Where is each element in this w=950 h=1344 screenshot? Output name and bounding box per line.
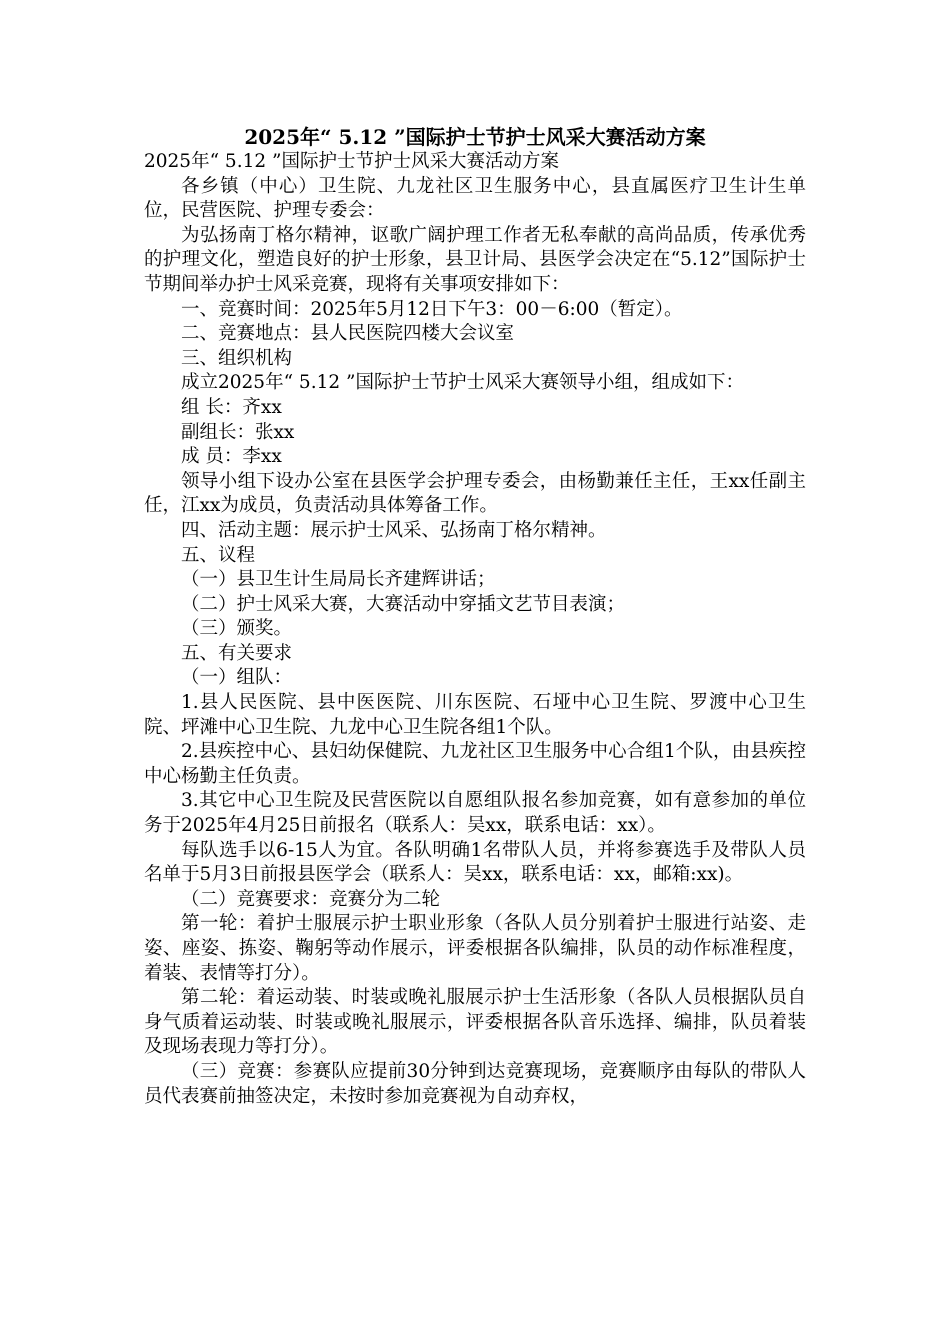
paragraph: 第二轮：着运动装、时装或晚礼服展示护士生活形象（各队人员根据队员自身气质着运动装、时装或晚礼服展示，评委根据各队音乐选择、编排，队员着装及现场表现力等打分）。 [144,987,806,1058]
paragraph: （二）护士风采大赛，大赛活动中穿插文艺节目表演； [181,593,626,615]
paragraph: （一）组队： [181,667,293,689]
paragraph: （三）颁奖。 [181,618,293,640]
paragraph: 为弘扬南丁格尔精神，讴歌广阔护理工作者无私奉献的高尚品质，传承优秀的护理文化，塑造良好的护士形象，县卫计局、县医学会决定在“5.12”国际护士节期间举办护士风采竞赛，现将有关事项安排如下： [144,224,806,295]
paragraph: 一、竞赛时间：2025年5月12日下午3：00－6:00（暂定）。 [181,298,683,320]
paragraph: 领导小组下设办公室在县医学会护理专委会，由杨勤兼任主任，王xx任副主任，江xx为成员，负责活动具体筹备工作。 [144,470,806,517]
paragraph: 二、竞赛地点：县人民医院四楼大会议室 [181,323,515,345]
document-body [144,150,806,1109]
paragraph: 成立2025年“ 5.12 ”国际护士节护士风采大赛领导小组，组成如下： [181,372,744,394]
paragraph: 三、组织机构 [181,347,293,369]
document-page [144,124,806,1109]
document-title: 2025年“ 5.12 ”国际护士节护士风采大赛活动方案 [244,125,706,149]
paragraph: 2025年“ 5.12 ”国际护士节护士风采大赛活动方案 [144,151,559,172]
paragraph: 副组长：张xx [181,421,295,443]
paragraph: 五、议程 [181,544,256,566]
paragraph: 成 员：李xx [181,446,282,468]
paragraph: 四、活动主题：展示护士风采、弘扬南丁格尔精神。 [181,519,607,541]
paragraph: （三）竞赛：参赛队应提前30分钟到达竞赛现场，竞赛顺序由每队的带队人员代表赛前抽签决定，未按时参加竞赛视为自动弃权， [144,1060,806,1107]
paragraph: 每队选手以6-15人为宜。各队明确1名带队人员，并将参赛选手及带队人员名单于5月3日前报县医学会（联系人：吴xx，联系电话：xx，邮箱:xx)。 [144,839,806,886]
paragraph: 五、有关要求 [181,642,293,664]
paragraph: 1.县人民医院、县中医医院、川东医院、石垭中心卫生院、罗渡中心卫生院、坪滩中心卫生院、九龙中心卫生院各组1个队。 [144,692,806,738]
paragraph: （二）竞赛要求：竞赛分为二轮 [181,888,441,910]
paragraph: 3.其它中心卫生院及民营医院以自愿组队报名参加竞赛，如有意参加的单位务于2025年4月25日前报名（联系人：吴xx，联系电话：xx）。 [144,790,806,837]
paragraph: 2.县疾控中心、县妇幼保健院、九龙社区卫生服务中心合组1个队，由县疾控中心杨勤主任负责。 [144,741,806,787]
paragraph: 各乡镇（中心）卫生院、九龙社区卫生服务中心，县直属医疗卫生计生单位，民营医院、护理专委会： [144,175,806,222]
paragraph: （一）县卫生计生局局长齐建辉讲话； [181,569,496,591]
paragraph: 组 长：齐xx [181,396,282,418]
paragraph: 第一轮：着护士服展示护士职业形象（各队人员分别着护士服进行站姿、走姿、座姿、拣姿、鞠躬等动作展示，评委根据各队编排，队员的动作标准程度，着装、表情等打分）。 [144,913,806,984]
